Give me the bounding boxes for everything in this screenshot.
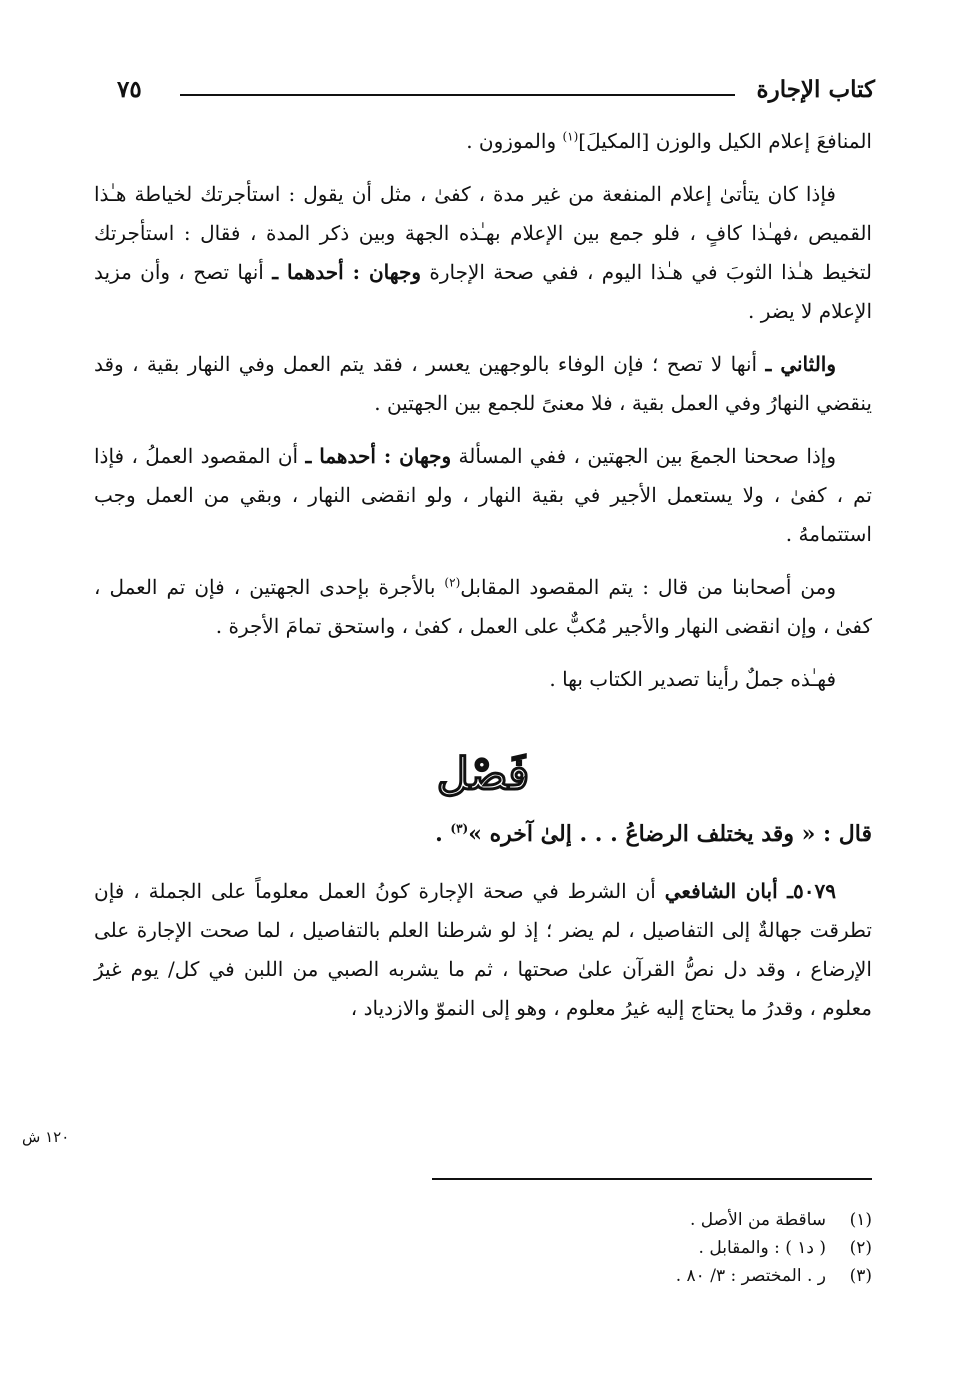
footnote-rule — [432, 1178, 872, 1180]
quoted-heading: قال : « وقد يختلف الرضاعُ . . . إلىٰ آخره »$^{(٣)}$ . — [435, 821, 872, 847]
footnote-ref-3: (٣) — [450, 821, 469, 836]
paragraph-2: فإذا كان يتأتىٰ إعلام المنفعة من غير مدة ، كفىٰ ، مثل أن يقول : استأجرتك لخياطة هـٰذا القميص ،فهـٰذا كافٍ ، فلو جمع بين الإعلام بهـٰذه الجهة وبين ذكر المدة ، فقال : استأجرتك لتخيط هـٰذا الثوبَ في هـٰذا اليوم ، ففي صحة الإجارة وجهان : أحدهما ـ أنها تصح ، وأن مزيد الإعلام لا يضر . — [94, 182, 872, 323]
footnote-2: (٢)( د١ ) : والمقابل . — [698, 1238, 872, 1258]
paragraph-7: ٥٠٧٩ـ أبان الشافعي أن الشرط في صحة الإجارة كونُ العمل معلوماً على الجملة ، فإن تطرقت جهالةٌ إلى التفاصيل ، لم يضر ؛ إذ لو شرطنا العلم بالتفاصيل ، لما صحت الإجارة على الإرضاع ، وقد دل نصُّ القرآن علىٰ صحتها ، ثم ما يشربه الصبي من اللبن في كل/ يوم غيرُ معلوم ، وقدرُ ما يحتاج إليه غيرُ معلوم ، وهو إلى النموّ والازدياد ، — [94, 879, 872, 1020]
paragraph-6: فهـٰذه جملٌ رأينا تصدير الكتاب بها . — [549, 667, 836, 691]
book-title: كتاب الإجارة — [756, 76, 875, 103]
main-text — [94, 122, 872, 1042]
running-header — [105, 72, 875, 112]
footnotes — [312, 1206, 872, 1290]
issue-number: ٥٠٧٩ـ — [787, 879, 836, 903]
manuscript-folio-note: ١٢٠ ش — [22, 1128, 70, 1146]
fasl-text: فَصْل — [436, 749, 530, 800]
fasl-ornament — [423, 741, 543, 809]
paragraph-4: وإذا صححنا الجمعَ بين الجهتين ، ففي المسألة وجهان : أحدهما ـ أن المقصود العملُ ، فإذا تم ، كفىٰ ، ولا يستعمل الأجير في بقية النهار ، ولو انقضى النهار ، وبقي من العمل وجب استتمامهُ . — [94, 444, 873, 546]
paragraph-1: المنافعَ إعلام الكيل والوزن [المكيلَ]$^{(١)}$ والموزون . — [466, 129, 872, 153]
paragraph-3: والثاني ـ أنها لا تصح ؛ فإن الوفاء بالوجهين يعسر ، فقد يتم العمل وفي النهار بقية ، وقد ينقضي النهارُ وفي العمل بقية ، فلا معنىً للجمع بين الجهتين . — [94, 352, 872, 415]
footnote-ref-1: (١) — [562, 129, 579, 144]
header-rule — [180, 94, 735, 96]
paragraph-5: ومن أصحابنا من قال : يتم المقصود المقابل$^{(٢)}$ بالأجرة بإحدى الجهتين ، فإن تم العمل ، كفىٰ ، وإن انقضى النهار والأجير مُكبٌّ على العمل ، كفىٰ ، واستحق تمامَ الأجرة . — [94, 575, 872, 638]
footnote-3: (٣)ر . المختصر : ٣/ ٨٠ . — [675, 1266, 872, 1286]
footnote-ref-2: (٢) — [444, 575, 461, 590]
section-heading-fasl — [94, 741, 872, 809]
footnote-1: (١)ساقطة من الأصل . — [690, 1210, 872, 1230]
page-number: ٧٥ — [117, 76, 142, 103]
